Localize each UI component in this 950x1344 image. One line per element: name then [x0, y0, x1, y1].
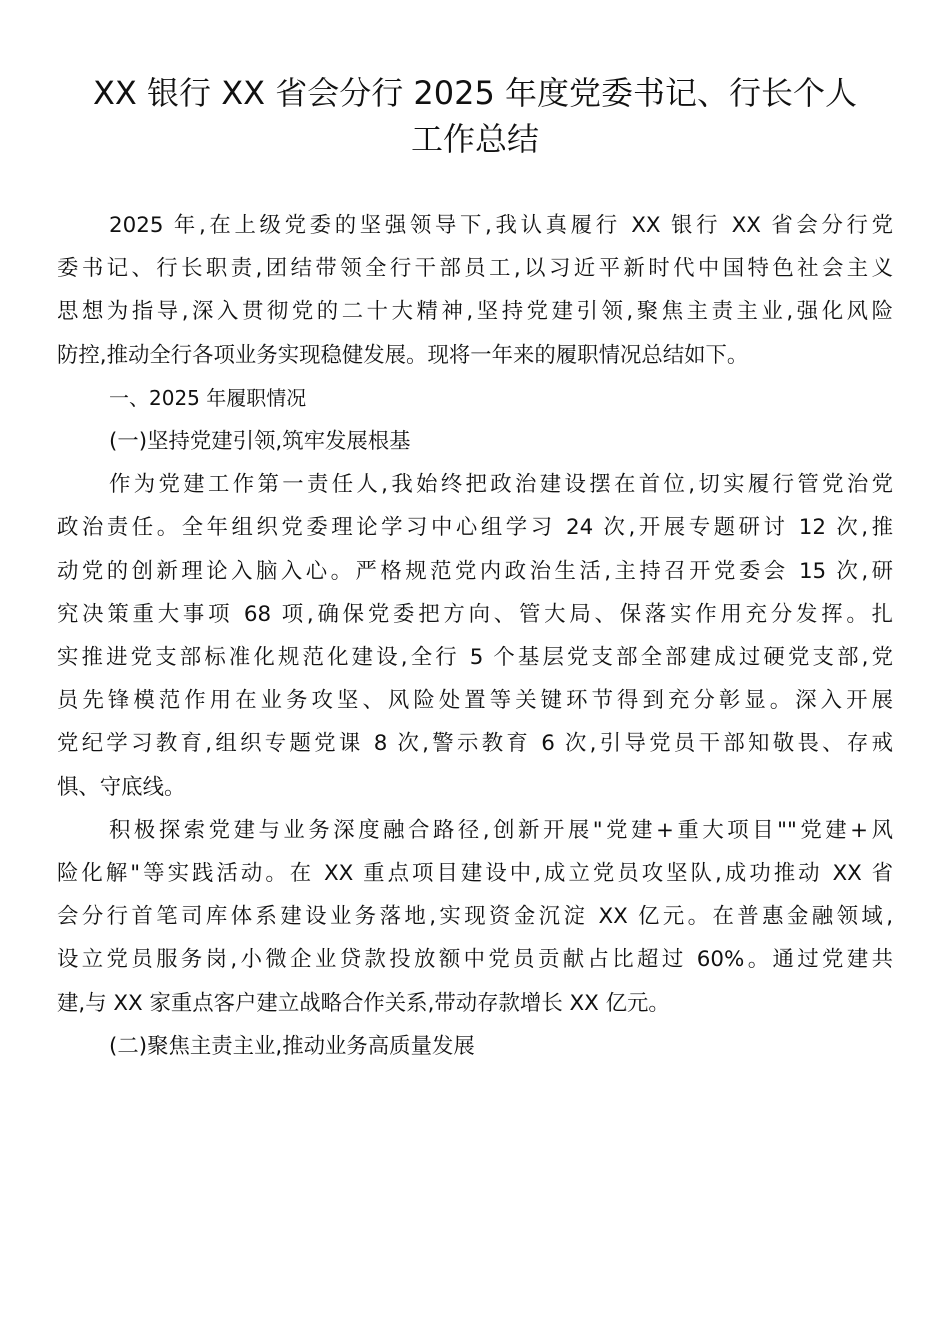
paragraph-integration — [57, 809, 893, 1025]
text-line: 员先锋模范作用在业务攻坚、风险处置等关键环节得到充分彰显。深入开展 — [57, 688, 893, 714]
text-line: 惧、守底线。 — [57, 774, 186, 800]
text-line: 作为党建工作第一责任人,我始终把政治建设摆在首位,切实履行管党治党 — [109, 472, 893, 498]
document-title — [57, 0, 893, 162]
subsection-heading-1: (一)坚持党建引领,筑牢发展根基 — [109, 429, 411, 455]
intro-paragraph — [57, 204, 893, 377]
text-line: 动党的创新理论入脑入心。严格规范党内政治生活,主持召开党委会 15 次,研 — [57, 558, 893, 584]
paragraph-party-building — [57, 463, 893, 809]
text-line: 究决策重大事项 68 项,确保党委把方向、管大局、保落实作用充分发挥。扎 — [57, 601, 893, 627]
text-line: 设立党员服务岗,小微企业贷款投放额中党员贡献占比超过 60%。通过党建共 — [57, 947, 893, 973]
text-line: 党纪学习教育,组织专题党课 8 次,警示教育 6 次,引导党员干部知敬畏、存戒 — [57, 731, 893, 757]
title-line-2: 工作总结 — [410, 120, 539, 158]
text-line: 建,与 XX 家重点客户建立战略合作关系,带动存款增长 XX 亿元。 — [57, 990, 670, 1016]
text-line: 积极探索党建与业务深度融合路径,创新开展"党建+重大项目""党建+风 — [109, 817, 893, 843]
document-body — [57, 204, 893, 1068]
text-line: 2025 年,在上级党委的坚强领导下,我认真履行 XX 银行 XX 省会分行党 — [109, 213, 893, 238]
text-line: 政治责任。全年组织党委理论学习中心组学习 24 次,开展专题研讨 12 次,推 — [57, 515, 893, 541]
text-line: 会分行首笔司库体系建设业务落地,实现资金沉淀 XX 亿元。在普惠金融领域, — [57, 904, 893, 930]
section-heading-1: 一、2025 年履职情况 — [109, 385, 307, 410]
text-line: 防控,推动全行各项业务实现稳健发展。现将一年来的履职情况总结如下。 — [57, 342, 749, 368]
text-line: 思想为指导,深入贯彻党的二十大精神,坚持党建引领,聚焦主责主业,强化风险 — [57, 299, 893, 325]
text-line: 委书记、行长职责,团结带领全行干部员工,以习近平新时代中国特色社会主义 — [57, 256, 893, 282]
subsection-heading-2: (二)聚焦主责主业,推动业务高质量发展 — [109, 1033, 475, 1059]
text-line: 险化解"等实践活动。在 XX 重点项目建设中,成立党员攻坚队,成功推动 XX 省 — [57, 861, 893, 887]
title-line-1: XX 银行 XX 省会分行 2025 年度党委书记、行长个人 — [93, 74, 857, 112]
text-line: 实推进党支部标准化规范化建设,全行 5 个基层党支部全部建成过硬党支部,党 — [57, 645, 893, 671]
document-page — [57, 0, 893, 1068]
